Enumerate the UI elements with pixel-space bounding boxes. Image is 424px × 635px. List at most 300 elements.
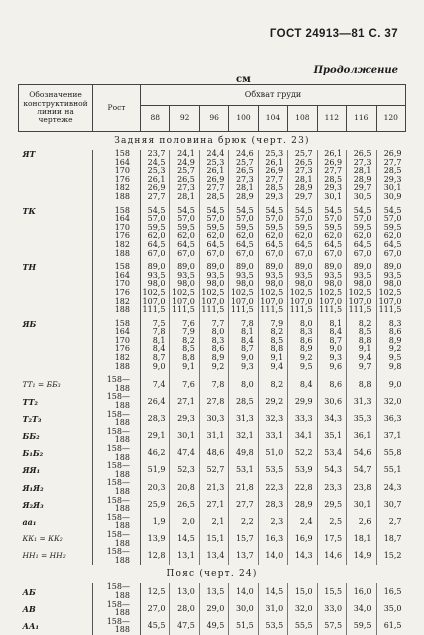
value-cell: 51,0	[258, 445, 287, 462]
value-cell: 27,0	[141, 601, 170, 618]
value-cell: 13,4	[199, 548, 228, 565]
height-cell: 164	[93, 328, 141, 337]
value-cell: 62,0	[383, 231, 402, 241]
line-designation: КК₁ = КК₂	[22, 534, 63, 544]
value-cell: 12,8	[141, 548, 170, 565]
value-cell: 93,5	[347, 272, 376, 281]
value-cell: 37,1	[383, 431, 402, 441]
value-cell: 107,0	[317, 298, 346, 307]
value-cell: 15,2	[383, 551, 402, 561]
value-cell: 24,5	[141, 159, 170, 168]
value-cell: 29,3	[170, 411, 199, 428]
value-cell: 2,1	[199, 514, 228, 531]
value-cell: 62,0	[229, 232, 258, 241]
line-designation	[19, 167, 93, 176]
line-designation	[19, 328, 93, 337]
height-cell: 158—188	[93, 479, 141, 496]
height-cell: 158—188	[93, 462, 141, 479]
height-cell: 158	[93, 320, 141, 329]
value-cell: 29,0	[199, 601, 228, 618]
value-cell: 57,0	[199, 215, 228, 224]
value-cell: 27,7	[258, 176, 287, 185]
value-cell: 27,7	[229, 497, 258, 514]
table-row	[19, 411, 406, 428]
value-cell: 89,0	[170, 263, 199, 272]
value-cell: 59,5	[347, 618, 376, 635]
value-cell: 27,3	[347, 159, 376, 168]
value-cell: 62,0	[141, 232, 170, 241]
value-cell: 15,0	[288, 583, 317, 600]
value-cell: 28,3	[141, 411, 170, 428]
value-cell: 9,7	[347, 363, 376, 372]
table-row	[19, 306, 406, 315]
value-cell: 7,9	[170, 328, 199, 337]
value-cell: 107,0	[258, 298, 287, 307]
value-cell: 54,3	[317, 462, 346, 479]
value-cell: 26,4	[141, 393, 170, 410]
line-designation: Б₁Б₂	[22, 448, 44, 459]
value-cell: 29,3	[383, 174, 402, 184]
value-cell: 111,5	[229, 306, 258, 315]
value-cell: 26,9	[141, 184, 170, 193]
height-cell: 158—188	[93, 428, 141, 445]
value-cell: 7,7	[199, 320, 228, 329]
value-cell: 98,0	[288, 280, 317, 289]
value-cell: 2,3	[258, 514, 287, 531]
value-cell: 14,5	[170, 531, 199, 548]
line-designation	[19, 159, 93, 168]
value-cell: 102,5	[378, 287, 402, 297]
value-cell: 54,5	[258, 207, 287, 216]
value-cell: 13,9	[141, 531, 170, 548]
value-cell: 12,5	[141, 583, 170, 600]
value-cell: 16,0	[347, 583, 376, 600]
value-cell: 61,5	[383, 620, 402, 630]
value-cell: 67,0	[229, 250, 258, 259]
value-cell: 9,5	[288, 363, 317, 372]
value-cell: 31,0	[258, 601, 287, 618]
value-cell: 13,1	[170, 548, 199, 565]
value-cell: 29,3	[258, 193, 287, 202]
value-cell: 98,0	[383, 279, 402, 289]
value-cell: 8,5	[258, 337, 287, 346]
value-cell: 30,1	[347, 497, 376, 514]
value-cell: 48,6	[199, 445, 228, 462]
value-cell: 64,5	[258, 241, 287, 250]
value-cell: 107,0	[170, 298, 199, 307]
table-row	[19, 583, 406, 600]
value-cell: 8,9	[199, 354, 228, 363]
value-cell: 30,5	[347, 193, 376, 202]
value-cell: 9,1	[170, 363, 199, 372]
height-cell: 182	[93, 241, 141, 250]
height-cell: 188	[93, 193, 141, 202]
height-cell: 158—188	[93, 445, 141, 462]
value-cell: 34,1	[288, 428, 317, 445]
value-cell: 52,7	[199, 462, 228, 479]
value-cell: 30,0	[229, 601, 258, 618]
value-cell: 9,2	[199, 363, 228, 372]
line-designation	[19, 337, 93, 346]
value-cell: 8,1	[317, 320, 346, 329]
height-cell: 164	[93, 159, 141, 168]
value-cell: 64,5	[199, 241, 228, 250]
continuation-label: Продолжение	[313, 65, 398, 76]
value-cell: 26,5	[170, 176, 199, 185]
value-cell: 64,5	[383, 239, 402, 249]
value-cell: 25,3	[199, 159, 228, 168]
value-cell: 47,4	[170, 445, 199, 462]
value-cell: 102,5	[141, 289, 170, 298]
value-cell: 93,5	[288, 272, 317, 281]
value-cell: 67,0	[288, 250, 317, 259]
value-cell: 9,1	[347, 345, 376, 354]
line-designation	[19, 306, 93, 315]
value-cell: 62,0	[317, 232, 346, 241]
value-cell: 57,0	[383, 214, 402, 224]
height-cell: 158—188	[93, 548, 141, 565]
value-cell: 57,0	[141, 215, 170, 224]
value-cell: 34,3	[317, 411, 346, 428]
value-cell: 29,9	[288, 393, 317, 410]
value-cell: 26,1	[141, 176, 170, 185]
value-cell: 102,5	[288, 289, 317, 298]
height-cell: 158—188	[93, 618, 141, 635]
value-cell: 52,3	[170, 462, 199, 479]
value-cell: 24,3	[383, 482, 402, 492]
value-cell: 28,5	[383, 166, 402, 176]
size-header: 92	[170, 106, 199, 132]
value-cell: 23,8	[347, 479, 376, 496]
value-cell: 102,5	[199, 289, 228, 298]
value-cell: 9,0	[388, 379, 402, 389]
line-designation: ТТ₁ = ББ₃	[22, 379, 61, 389]
value-cell: 49,8	[229, 445, 258, 462]
value-cell: 67,0	[317, 250, 346, 259]
table-row	[19, 462, 406, 479]
value-cell: 8,5	[347, 328, 376, 337]
value-cell: 54,5	[170, 207, 199, 216]
line-designation	[19, 363, 93, 372]
value-cell: 59,5	[199, 224, 228, 233]
line-designation: ЯТ	[22, 149, 36, 159]
value-cell: 64,5	[170, 241, 199, 250]
value-cell: 30,1	[317, 193, 346, 202]
value-cell: 16,9	[288, 531, 317, 548]
value-cell: 54,5	[229, 207, 258, 216]
value-cell: 107,0	[141, 298, 170, 307]
value-cell: 9,0	[317, 345, 346, 354]
value-cell: 57,0	[229, 215, 258, 224]
value-cell: 28,9	[229, 193, 258, 202]
section-title: Задняя половина брюк (черт. 23)	[114, 136, 310, 146]
value-cell: 35,1	[317, 428, 346, 445]
line-designation: Я₂Я₃	[22, 499, 44, 510]
value-cell: 13,0	[170, 583, 199, 600]
value-cell: 26,1	[199, 167, 228, 176]
value-cell: 8,3	[199, 337, 228, 346]
value-cell: 64,5	[317, 241, 346, 250]
value-cell: 16,5	[383, 586, 402, 596]
height-cell: 158	[93, 150, 141, 159]
value-cell: 26,5	[347, 150, 376, 159]
value-cell: 8,2	[258, 328, 287, 337]
value-cell: 59,5	[288, 224, 317, 233]
table-row	[19, 601, 406, 618]
value-cell: 32,0	[288, 601, 317, 618]
value-cell: 111,5	[199, 306, 228, 315]
value-cell: 8,8	[170, 354, 199, 363]
value-cell: 28,1	[288, 176, 317, 185]
height-cell: 176	[93, 232, 141, 241]
line-designation: АВ	[22, 603, 36, 614]
value-cell: 35,0	[383, 603, 402, 613]
size-header: 96	[199, 106, 228, 132]
size-header: 88	[141, 106, 170, 132]
value-cell: 14,5	[258, 583, 287, 600]
value-cell: 55,8	[383, 448, 402, 458]
line-designation: АБ	[22, 586, 36, 597]
line-designation: ТН	[22, 262, 37, 273]
value-cell: 53,4	[317, 445, 346, 462]
value-cell: 98,0	[347, 280, 376, 289]
girth-header: Обхват груди	[141, 85, 406, 106]
value-cell: 27,1	[199, 497, 228, 514]
value-cell: 8,4	[229, 337, 258, 346]
height-cell: 176	[93, 345, 141, 354]
value-cell: 89,0	[317, 263, 346, 272]
designation-header: Обозначение конструктивной линии на чертеже	[19, 85, 93, 132]
value-cell: 59,5	[347, 224, 376, 233]
value-cell: 54,5	[383, 205, 402, 215]
value-cell: 20,8	[170, 479, 199, 496]
value-cell: 62,0	[288, 232, 317, 241]
value-cell: 93,5	[317, 272, 346, 281]
value-cell: 98,0	[199, 280, 228, 289]
height-cell: 188	[93, 250, 141, 259]
line-designation	[19, 289, 93, 298]
value-cell: 18,7	[383, 534, 402, 544]
value-cell: 89,0	[383, 262, 402, 272]
table-row	[19, 193, 406, 202]
value-cell: 64,5	[229, 241, 258, 250]
line-designation	[19, 224, 93, 233]
value-cell: 111,5	[141, 306, 170, 315]
value-cell: 57,0	[288, 215, 317, 224]
value-cell: 29,7	[347, 184, 376, 193]
value-cell: 93,5	[170, 272, 199, 281]
value-cell: 8,2	[170, 337, 199, 346]
table-row	[19, 376, 406, 393]
value-cell: 21,3	[199, 479, 228, 496]
value-cell: 8,6	[388, 327, 402, 337]
value-cell: 98,0	[170, 280, 199, 289]
value-cell: 28,5	[317, 176, 346, 185]
value-cell: 57,0	[317, 215, 346, 224]
value-cell: 23,7	[141, 150, 170, 159]
value-cell: 24,4	[199, 150, 228, 159]
value-cell: 53,5	[258, 618, 287, 635]
value-cell: 28,9	[288, 497, 317, 514]
value-cell: 31,3	[347, 393, 376, 410]
value-cell: 31,1	[199, 428, 228, 445]
value-cell: 8,6	[317, 376, 346, 393]
value-cell: 102,5	[347, 289, 376, 298]
value-cell: 24,6	[229, 150, 258, 159]
value-cell: 8,3	[288, 328, 317, 337]
value-cell: 93,5	[229, 272, 258, 281]
value-cell: 57,0	[347, 215, 376, 224]
table-row	[19, 497, 406, 514]
value-cell: 8,0	[199, 328, 228, 337]
value-cell: 28,9	[347, 176, 376, 185]
line-designation: ББ₂	[22, 431, 40, 442]
value-cell: 27,3	[288, 167, 317, 176]
value-cell: 8,9	[288, 345, 317, 354]
value-cell: 32,1	[229, 428, 258, 445]
height-cell: 158—188	[93, 411, 141, 428]
value-cell: 8,1	[141, 337, 170, 346]
value-cell: 59,5	[258, 224, 287, 233]
value-cell: 8,0	[229, 376, 258, 393]
value-cell: 93,5	[258, 272, 287, 281]
value-cell: 28,1	[229, 184, 258, 193]
value-cell: 67,0	[383, 248, 402, 258]
line-designation	[19, 354, 93, 363]
value-cell: 89,0	[199, 263, 228, 272]
value-cell: 29,3	[317, 184, 346, 193]
value-cell: 7,6	[170, 376, 199, 393]
value-cell: 64,5	[141, 241, 170, 250]
value-cell: 8,7	[317, 337, 346, 346]
value-cell: 24,1	[170, 150, 199, 159]
value-cell: 54,5	[317, 207, 346, 216]
value-cell: 28,1	[347, 167, 376, 176]
height-cell: 170	[93, 224, 141, 233]
value-cell: 57,0	[170, 215, 199, 224]
value-cell: 26,9	[383, 149, 402, 158]
value-cell: 26,9	[317, 159, 346, 168]
value-cell: 59,5	[317, 224, 346, 233]
value-cell: 54,7	[347, 462, 376, 479]
value-cell: 2,4	[288, 514, 317, 531]
value-cell: 31,3	[229, 411, 258, 428]
value-cell: 30,9	[383, 191, 402, 201]
value-cell: 8,4	[288, 376, 317, 393]
value-cell: 93,5	[141, 272, 170, 281]
value-cell: 28,0	[170, 601, 199, 618]
value-cell: 67,0	[258, 250, 287, 259]
value-cell: 8,2	[258, 376, 287, 393]
value-cell: 22,3	[258, 479, 287, 496]
value-cell: 15,5	[317, 583, 346, 600]
value-cell: 9,1	[258, 354, 287, 363]
height-cell: 188	[93, 363, 141, 372]
value-cell: 107,0	[199, 298, 228, 307]
value-cell: 102,5	[229, 289, 258, 298]
line-designation	[19, 232, 93, 241]
value-cell: 23,3	[317, 479, 346, 496]
value-cell: 9,3	[317, 354, 346, 363]
value-cell: 28,1	[170, 193, 199, 202]
value-cell: 9,2	[388, 344, 402, 354]
value-cell: 27,3	[170, 184, 199, 193]
line-designation	[19, 241, 93, 250]
height-cell: 158—188	[93, 583, 141, 600]
section-title: Пояс (черт. 24)	[166, 569, 258, 580]
value-cell: 8,3	[388, 318, 402, 328]
height-cell: 158—188	[93, 601, 141, 618]
value-cell: 2,5	[317, 514, 346, 531]
line-designation: ТТ₂	[22, 396, 38, 407]
size-header: 104	[258, 106, 287, 132]
value-cell: 9,5	[388, 353, 402, 363]
table-row	[19, 445, 406, 462]
value-cell: 27,1	[170, 393, 199, 410]
value-cell: 28,5	[229, 393, 258, 410]
table-row	[19, 428, 406, 445]
value-cell: 28,5	[199, 193, 228, 202]
table-row	[19, 363, 406, 372]
value-cell: 59,5	[383, 222, 402, 232]
value-cell: 36,3	[383, 413, 402, 423]
value-cell: 30,7	[383, 499, 402, 509]
value-cell: 54,6	[347, 445, 376, 462]
height-cell: 182	[93, 298, 141, 307]
value-cell: 54,5	[347, 207, 376, 216]
value-cell: 13,5	[199, 583, 228, 600]
value-cell: 93,5	[199, 272, 228, 281]
height-cell: 158—188	[93, 497, 141, 514]
value-cell: 111,5	[378, 305, 402, 315]
value-cell: 49,5	[199, 618, 228, 635]
height-cell: 164	[93, 272, 141, 281]
value-cell: 25,3	[141, 167, 170, 176]
value-cell: 8,8	[258, 345, 287, 354]
value-cell: 25,7	[229, 159, 258, 168]
value-cell: 62,0	[199, 232, 228, 241]
value-cell: 53,9	[288, 462, 317, 479]
value-cell: 9,0	[141, 363, 170, 372]
line-designation: Т₂Т₃	[22, 413, 42, 424]
line-designation	[19, 193, 93, 202]
value-cell: 25,7	[288, 150, 317, 159]
value-cell: 111,5	[288, 306, 317, 315]
value-cell: 29,7	[288, 193, 317, 202]
value-cell: 62,0	[170, 232, 199, 241]
value-cell: 2,0	[170, 514, 199, 531]
value-cell: 102,5	[317, 289, 346, 298]
value-cell: 32,0	[383, 396, 402, 406]
value-cell: 54,5	[199, 207, 228, 216]
line-designation	[19, 298, 93, 307]
size-header: 108	[288, 106, 317, 132]
value-cell: 89,0	[288, 263, 317, 272]
value-cell: 9,6	[317, 363, 346, 372]
value-cell: 27,7	[199, 184, 228, 193]
value-cell: 98,0	[141, 280, 170, 289]
value-cell: 1,9	[141, 514, 170, 531]
height-cell: 170	[93, 167, 141, 176]
height-cell: 170	[93, 337, 141, 346]
value-cell: 55,1	[383, 465, 402, 475]
value-cell: 9,8	[388, 361, 402, 371]
size-header: 112	[317, 106, 346, 132]
size-header: 100	[229, 106, 258, 132]
value-cell: 33,0	[317, 601, 346, 618]
value-cell: 8,2	[347, 320, 376, 329]
value-cell: 54,5	[141, 207, 170, 216]
